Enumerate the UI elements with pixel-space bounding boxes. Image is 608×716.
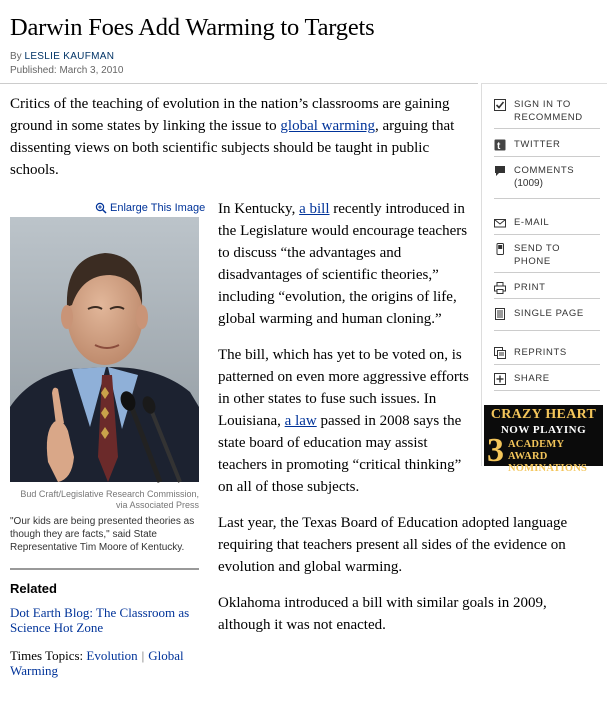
tool-divider	[494, 156, 600, 157]
reprints-icon	[494, 347, 506, 359]
author-link[interactable]: LESLIE KAUFMAN	[24, 51, 115, 62]
topic-global-warming-link[interactable]: Global Warming	[10, 648, 184, 678]
lead-text-2: , arguing that dissenting views on both scientific subjects should be taught in public schools.	[10, 118, 455, 178]
times-topics	[10, 648, 205, 678]
tool-divider	[494, 272, 600, 273]
lead-text-1: Critics of the teaching of evolution in the nation’s classrooms are gaining ground in some states by linking the issue to	[10, 96, 450, 134]
tool-divider	[494, 128, 600, 129]
article-photo[interactable]	[10, 217, 199, 482]
ad-line-1: ACADEMY AWARD	[508, 439, 564, 462]
speaker-photo-illustration	[10, 217, 199, 482]
twitter-label: TWITTER	[514, 139, 561, 150]
byline	[10, 51, 114, 62]
p2-text-2: passed in 2008 says the state board of education may assist teachers in promoting “critical thinking” on all of those subjects.	[218, 413, 462, 495]
tool-divider	[494, 330, 600, 331]
paragraph: Oklahoma introduced a bill with similar goals in 2009, although it was not enacted.	[218, 595, 547, 633]
single-page-label: SINGLE PAGE	[514, 308, 584, 319]
p1-text-2: recently introduced in the Legislature would encourage teachers to discuss “the advantages and disadvantages of scientific theories,” including “evolution, the origins of life, global warming and human cloning.”	[218, 201, 468, 327]
a-law-link[interactable]: a law	[284, 413, 317, 429]
comment-icon	[494, 165, 506, 177]
p2-text-1: The bill, which has yet to be voted on, is patterned on even more aggressive efforts in other states to fuse such issues. In Louisiana,	[218, 347, 469, 429]
movie-advertisement[interactable]	[484, 405, 603, 474]
print-label: PRINT	[514, 282, 546, 293]
enlarge-image-label: Enlarge This Image	[110, 202, 206, 214]
plus-icon	[494, 373, 506, 385]
comments-label: COMMENTS	[514, 165, 575, 176]
recommend-label: SIGN IN TO RECOMMEND	[514, 99, 583, 123]
times-topics-prefix: Times Topics:	[10, 648, 87, 663]
magnifier-icon	[95, 202, 107, 214]
photo-credit-line-1: Bud Craft/Legislative Research Commission,	[20, 489, 199, 499]
single-page-tool[interactable]	[494, 307, 600, 320]
twitter-tool[interactable]	[494, 138, 600, 151]
tool-divider	[494, 198, 600, 199]
topic-evolution-link[interactable]: Evolution	[86, 648, 138, 663]
email-tool[interactable]	[494, 216, 600, 229]
headline: Darwin Foes Add Warming to Targets	[10, 14, 375, 41]
ad-line-2: NOMINATIONS	[508, 463, 588, 474]
lead-paragraph	[10, 93, 478, 181]
paragraph	[218, 198, 470, 330]
tool-divider	[494, 390, 600, 391]
dot-earth-blog-link[interactable]: Dot Earth Blog: The Classroom as Science Hot Zone	[10, 605, 190, 635]
share-tool[interactable]	[494, 372, 600, 385]
checkbox-icon	[494, 99, 506, 111]
phone-icon	[494, 243, 506, 255]
related-item	[10, 605, 205, 635]
recommend-tool[interactable]	[494, 98, 600, 124]
global-warming-link[interactable]: global warming	[280, 118, 375, 134]
p1-text-1: In Kentucky,	[218, 201, 300, 217]
published-date: Published: March 3, 2010	[10, 65, 124, 76]
photo-caption: "Our kids are being presented theories as though they are facts," said State Representative Tim Moore of Kentucky.	[10, 516, 195, 553]
topic-separator: |	[141, 648, 145, 663]
twitter-icon	[494, 139, 506, 151]
paragraph: Last year, the Texas Board of Education adopted language requiring that teachers present all sides of the evidence on evolution and global warming.	[218, 515, 568, 575]
reprints-label: REPRINTS	[514, 347, 567, 358]
comments-tool[interactable]	[494, 164, 600, 190]
tool-divider	[494, 234, 600, 235]
related-heading: Related	[10, 581, 57, 596]
tool-divider	[494, 298, 600, 299]
send-to-phone-tool[interactable]	[494, 242, 600, 268]
share-label: SHARE	[514, 373, 550, 384]
send-to-phone-label: SEND TO PHONE	[514, 243, 561, 267]
paragraph	[218, 344, 470, 498]
reprints-tool[interactable]	[494, 346, 600, 359]
tool-divider	[494, 364, 600, 365]
byline-prefix: By	[10, 51, 22, 62]
comments-count: (1009)	[514, 178, 543, 189]
photo-credit-line-2: via Associated Press	[115, 500, 199, 510]
svg-text:t: t	[497, 141, 501, 152]
ad-nominations-text	[508, 439, 603, 475]
ad-title: CRAZY HEART	[490, 407, 597, 422]
ad-subtitle: NOW PLAYING	[500, 424, 587, 436]
page-icon	[494, 308, 506, 320]
header-divider	[0, 83, 478, 84]
print-tool[interactable]	[494, 281, 600, 294]
envelope-icon	[494, 217, 506, 229]
ad-nomination-count: 3	[487, 432, 504, 469]
photo-credit	[10, 489, 199, 511]
related-divider	[10, 568, 199, 570]
a-bill-link[interactable]: a bill	[299, 201, 330, 217]
enlarge-image-link[interactable]	[95, 202, 205, 214]
email-label: E-MAIL	[514, 217, 550, 228]
printer-icon	[494, 282, 506, 294]
